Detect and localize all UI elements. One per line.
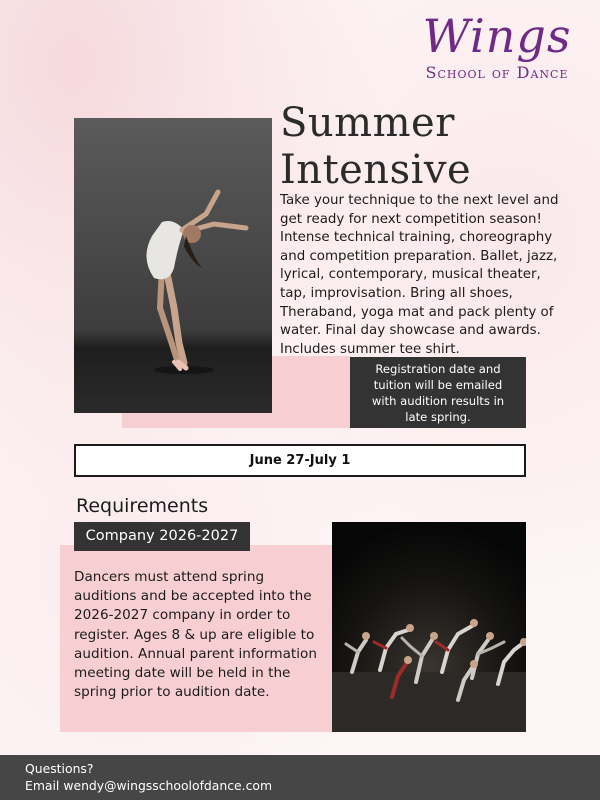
group-dance-photo xyxy=(332,522,526,732)
event-dates: June 27-July 1 xyxy=(74,444,526,477)
group-dance-illustration xyxy=(332,522,526,732)
footer xyxy=(0,755,600,800)
page-title xyxy=(280,100,580,194)
requirements-heading: Requirements xyxy=(76,495,209,517)
registration-note: Registration date and tuition will be emailed with audition results in late spring. xyxy=(350,357,526,428)
requirements-text: Dancers must attend spring auditions and be accepted into the 2026-2027 company in order to register. Ages 8 & up are eligible to audition. Annual parent information meeting date will be held in the spring prior to audition date. xyxy=(74,569,317,701)
logo-script-text: Wings xyxy=(422,9,572,63)
footer-questions: Questions? xyxy=(25,761,94,776)
title-line-2: Intensive xyxy=(280,147,472,193)
title-line-1: Summer xyxy=(280,100,455,146)
dancer-photo xyxy=(74,118,272,413)
school-logo xyxy=(412,8,582,100)
logo-subtitle: School of Dance xyxy=(425,63,569,82)
company-tag: Company 2026-2027 xyxy=(74,522,250,551)
footer-email[interactable]: Email wendy@wingsschoolofdance.com xyxy=(25,778,273,793)
intensive-description: Take your technique to the next level and get ready for next competition season! Intense technical training, choreography and competition preparation. Ballet, jazz, lyrical, contemporary, musical theater, tap, improvisation. Bring all shoes, Theraband, yoga mat and pack plenty of water. Final day showcase and awards. Includes summer tee shirt. xyxy=(280,193,559,357)
dancer-illustration xyxy=(74,118,272,413)
